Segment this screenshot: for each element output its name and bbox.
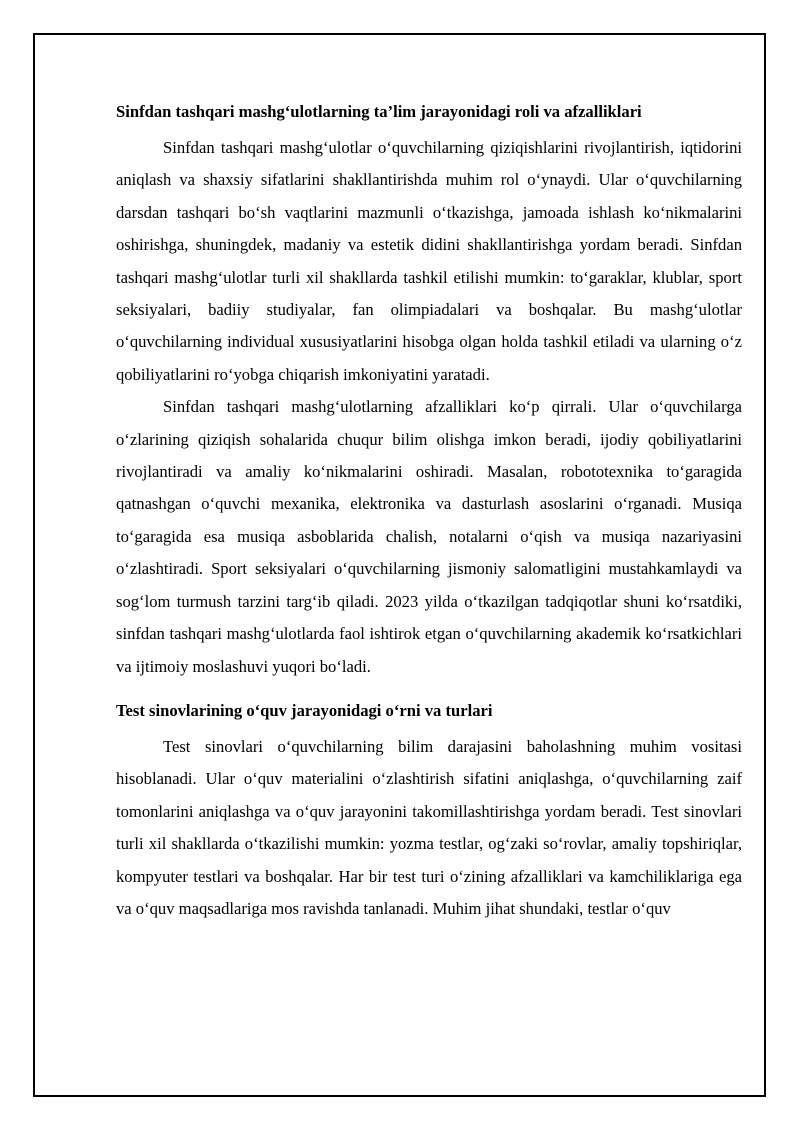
document-body <box>116 96 742 925</box>
section-heading-extracurricular: Sinfdan tashqari mashg‘ulotlarning ta’lim jarayonidagi roli va afzalliklari <box>116 102 642 121</box>
paragraph-tests-role: Test sinovlari o‘quvchilarning bilim darajasini baholashning muhim vositasi hisoblanadi. Ular o‘quv materialini o‘zlashtirish sifatini aniqlashga, o‘quvchilarning zaif tomonlarini aniqlashga va o‘quv jarayonini takomillashtirishga yordam beradi. Test sinovlari turli xil shakllarda o‘tkazilishi mumkin: yozma testlar, og‘zaki so‘rovlar, amaliy topshiriqlar, kompyuter testlari va boshqalar. Har bir test turi o‘zining afzalliklari va kamchiliklariga ega va o‘quv maqsadlariga mos ravishda tanlanadi. Muhim jihat shundaki, testlar o‘quv <box>116 736 742 918</box>
paragraph-extracurricular-advantages: Sinfdan tashqari mashg‘ulotlarning afzalliklari ko‘p qirrali. Ular o‘quvchilarga o‘zlarining qiziqish sohalarida chuqur bilim olishga imkon beradi, ijodiy qobiliyatlarini rivojlantiradi va amaliy ko‘nikmalarini oshiradi. Masalan, robototexnika to‘garagida qatnashgan o‘quvchi mexanika, elektronika va dasturlash asoslarini o‘rganadi. Musiqa to‘garagida esa musiqa asboblarida chalish, notalarni o‘qish va musiqa nazariyasini o‘zlashtiradi. Sport seksiyalari o‘quvchilarning jismoniy salomatligini mustahkamlaydi va sog‘lom turmush tarzini targ‘ib qiladi. 2023 yilda o‘tkazilgan tadqiqotlar shuni ko‘rsatdiki, sinfdan tashqari mashg‘ulotlarda faol ishtirok etgan o‘quvchilarning akademik ko‘rsatkichlari va ijtimoiy moslashuvi yuqori bo‘ladi. <box>116 397 742 676</box>
paragraph-extracurricular-role: Sinfdan tashqari mashg‘ulotlar o‘quvchilarning qiziqishlarini rivojlantirish, iqtidorini aniqlash va shaxsiy sifatlarini shakllantirishda muhim rol o‘ynaydi. Ular o‘quvchilarning darsdan tashqari bo‘sh vaqtlarini mazmunli o‘tkazishga, jamoada ishlash ko‘nikmalarini oshirishga, shuningdek, madaniy va estetik didini shakllantirishga yordam beradi. Sinfdan tashqari mashg‘ulotlar turli xil shakllarda tashkil etilishi mumkin: to‘garaklar, klublar, sport seksiyalari, badiiy studiyalar, fan olimpiadalari va boshqalar. Bu mashg‘ulotlar o‘quvchilarning individual xususiyatlarini hisobga olgan holda tashkil etiladi va ularning o‘z qobiliyatlarini ro‘yobga chiqarish imkoniyatini yaratadi. <box>116 138 742 384</box>
section-heading-tests: Test sinovlarining o‘quv jarayonidagi o‘rni va turlari <box>116 700 493 720</box>
